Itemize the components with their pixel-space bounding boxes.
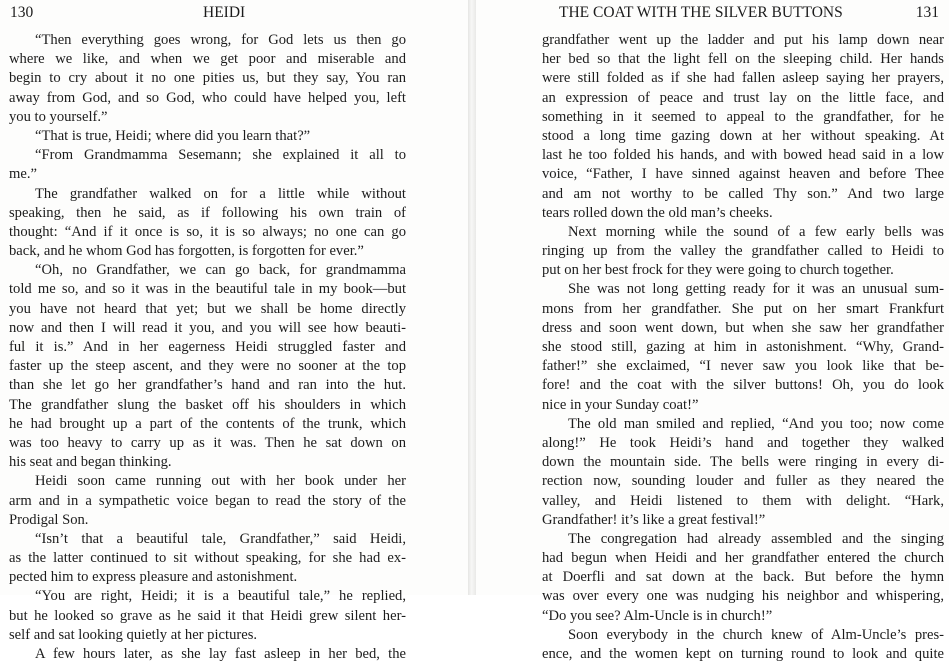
text-line: as the latter continued to sit without speaking, for she had ex-: [9, 550, 406, 567]
text-line: ence, and the women kept on turning round to look and quite: [542, 646, 944, 662]
book-gutter: [468, 0, 476, 595]
text-line: now and then I will read it you, and you will see how beauti-: [9, 319, 406, 336]
text-line: Next morning while the sound of a few early bells was: [568, 223, 944, 240]
text-line: “From Grandmamma Sesemann; she explained it all to: [35, 147, 406, 164]
text-line: The grandfather walked on for a little while without: [35, 185, 406, 202]
text-line: stood a long time gazing down at her without speaking. At: [542, 127, 944, 144]
text-line: grandfather went up the ladder and put his lamp down near: [542, 32, 944, 48]
text-line: begin to cry about it no one pities us, but they say, You ran: [9, 70, 406, 87]
right-page-header: [476, 2, 949, 24]
left-page-body: [9, 31, 406, 664]
text-line: “Oh, no Grandfather, we can go back, for grandmamma: [35, 262, 406, 279]
text-line: an expression of peace and trust lay on the little face, and: [542, 89, 944, 106]
text-line: tears rolled down the old man’s cheeks.: [542, 204, 773, 221]
text-line: father!” she exclaimed, “I never saw you look like that be-: [542, 358, 944, 375]
text-line: told me so, and so it was in the beautiful tale in my book—but: [9, 281, 406, 298]
text-line: faster up the steep ascent, and they were no sooner at the top: [9, 358, 406, 375]
text-line: back, and he whom God has forgotten, is forgotten for ever.”: [9, 243, 364, 260]
right-page: [476, 0, 949, 662]
text-line: “That is true, Heidi; where did you learn that?”: [35, 127, 311, 144]
text-line: and am not worthy to be called Thy son.” And two large: [542, 185, 944, 202]
text-line: was over every one was nudging his neighbor and whispering,: [542, 588, 944, 605]
text-line: A few hours later, as she lay fast asleep in her bed, the: [35, 646, 406, 662]
text-line: you have not heard that yet; but we shall be home directly: [9, 300, 406, 317]
right-running-head: THE COAT WITH THE SILVER BUTTONS: [559, 4, 843, 21]
text-line: Heidi soon came running out with her book under her: [35, 473, 406, 490]
text-line: ful it is.” And in her eagerness Heidi struggled faster and: [9, 339, 406, 355]
text-line: rection now, sounding louder and fuller as they neared the: [542, 473, 944, 490]
text-line: was too heavy to carry up as it was. Then he sat down on: [9, 434, 406, 451]
text-line: fore! and the coat with the silver buttons! Oh, you do look: [542, 377, 944, 394]
text-line: had begun when Heidi and her grandfather entered the church: [542, 550, 944, 567]
text-line: his seat and began thinking.: [9, 454, 172, 471]
text-line: but he looked so grave as he said it that Heidi grew silent her-: [9, 607, 406, 624]
text-line: dress and soon went down, but when she saw her grandfather: [542, 319, 944, 336]
text-line: her bed so that the light fell on the sleeping child. Her hands: [542, 51, 944, 68]
text-line: arm and in a sympathetic voice began to read the story of the: [9, 492, 406, 509]
text-line: along!” He took Heidi’s hand and together they walked: [542, 434, 944, 451]
text-line: thought: “And if it once is so, it is so always; no one can go: [9, 223, 406, 240]
right-page-number: 131: [915, 4, 939, 21]
text-line: me.”: [9, 166, 37, 183]
text-line: “You are right, Heidi; it is a beautiful tale,” he replied,: [35, 588, 406, 605]
text-line: voice, “Father, I have sinned against heaven and before Thee: [542, 166, 944, 183]
text-line: valley, and Heidi listened to them with delight. “Hark,: [542, 492, 944, 509]
left-running-head: HEIDI: [203, 4, 246, 21]
text-line: The old man smiled and replied, “And you too; now come: [568, 415, 944, 432]
text-line: The grandfather slung the basket off his shoulders in which: [9, 396, 406, 413]
text-line: The congregation had already assembled and the singing: [568, 530, 944, 547]
left-page: [0, 0, 468, 662]
text-line: Grandfather! it’s like a great festival!”: [542, 511, 766, 528]
left-page-number: 130: [10, 4, 34, 21]
text-line: she stood still, gazing at him in astonishment. “Why, Grand-: [542, 339, 944, 355]
text-line: Prodigal Son.: [9, 511, 89, 528]
text-line: She was not long getting ready for it was an unusual sum-: [568, 281, 944, 298]
text-line: down the mountain side. The bells were ringing in every di-: [542, 454, 944, 471]
text-line: at Doerfli and sat down at the back. But before the hymn: [542, 569, 944, 586]
text-line: you to yourself.”: [9, 108, 108, 125]
text-line: than she let go her grandfather’s hand and ran into the hut.: [9, 377, 406, 394]
text-line: away from God, and so God, who could have helped you, left: [9, 89, 406, 106]
text-line: he had brought up a part of the contents of the trunk, which: [9, 415, 406, 432]
text-line: self and sat looking quietly at her pictures.: [9, 626, 258, 643]
text-line: were still folded as if she had fallen asleep saying her prayers,: [542, 70, 944, 87]
right-page-body: [542, 31, 944, 664]
text-line: nice in your Sunday coat!”: [542, 396, 699, 413]
text-line: speaking, then he said, as if following his own train of: [9, 204, 406, 221]
text-line: ringing up from the valley the grandfather called to Heidi to: [542, 243, 944, 260]
text-line: “Isn’t that a beautiful tale, Grandfather,” said Heidi,: [35, 530, 406, 547]
text-line: last he too folded his hands, and with bowed head said in a low: [542, 147, 944, 164]
left-page-header: [0, 2, 468, 24]
text-line: “Do you see? Alm-Uncle is in church!”: [542, 607, 773, 624]
text-line: where we like, and when we get poor and miserable and: [9, 51, 406, 68]
text-line: pected him to express pleasure and astonishment.: [9, 569, 298, 586]
text-line: something in it seemed to appeal to the grandfather, for he: [542, 108, 944, 125]
text-line: put on her best frock for they were going to church together.: [542, 262, 894, 279]
text-line: Soon everybody in the church knew of Alm-Uncle’s pres-: [568, 626, 944, 643]
text-line: “Then everything goes wrong, for God lets us then go: [35, 32, 406, 48]
text-line: mons from her grandfather. She put on her smart Frankfurt: [542, 300, 944, 317]
